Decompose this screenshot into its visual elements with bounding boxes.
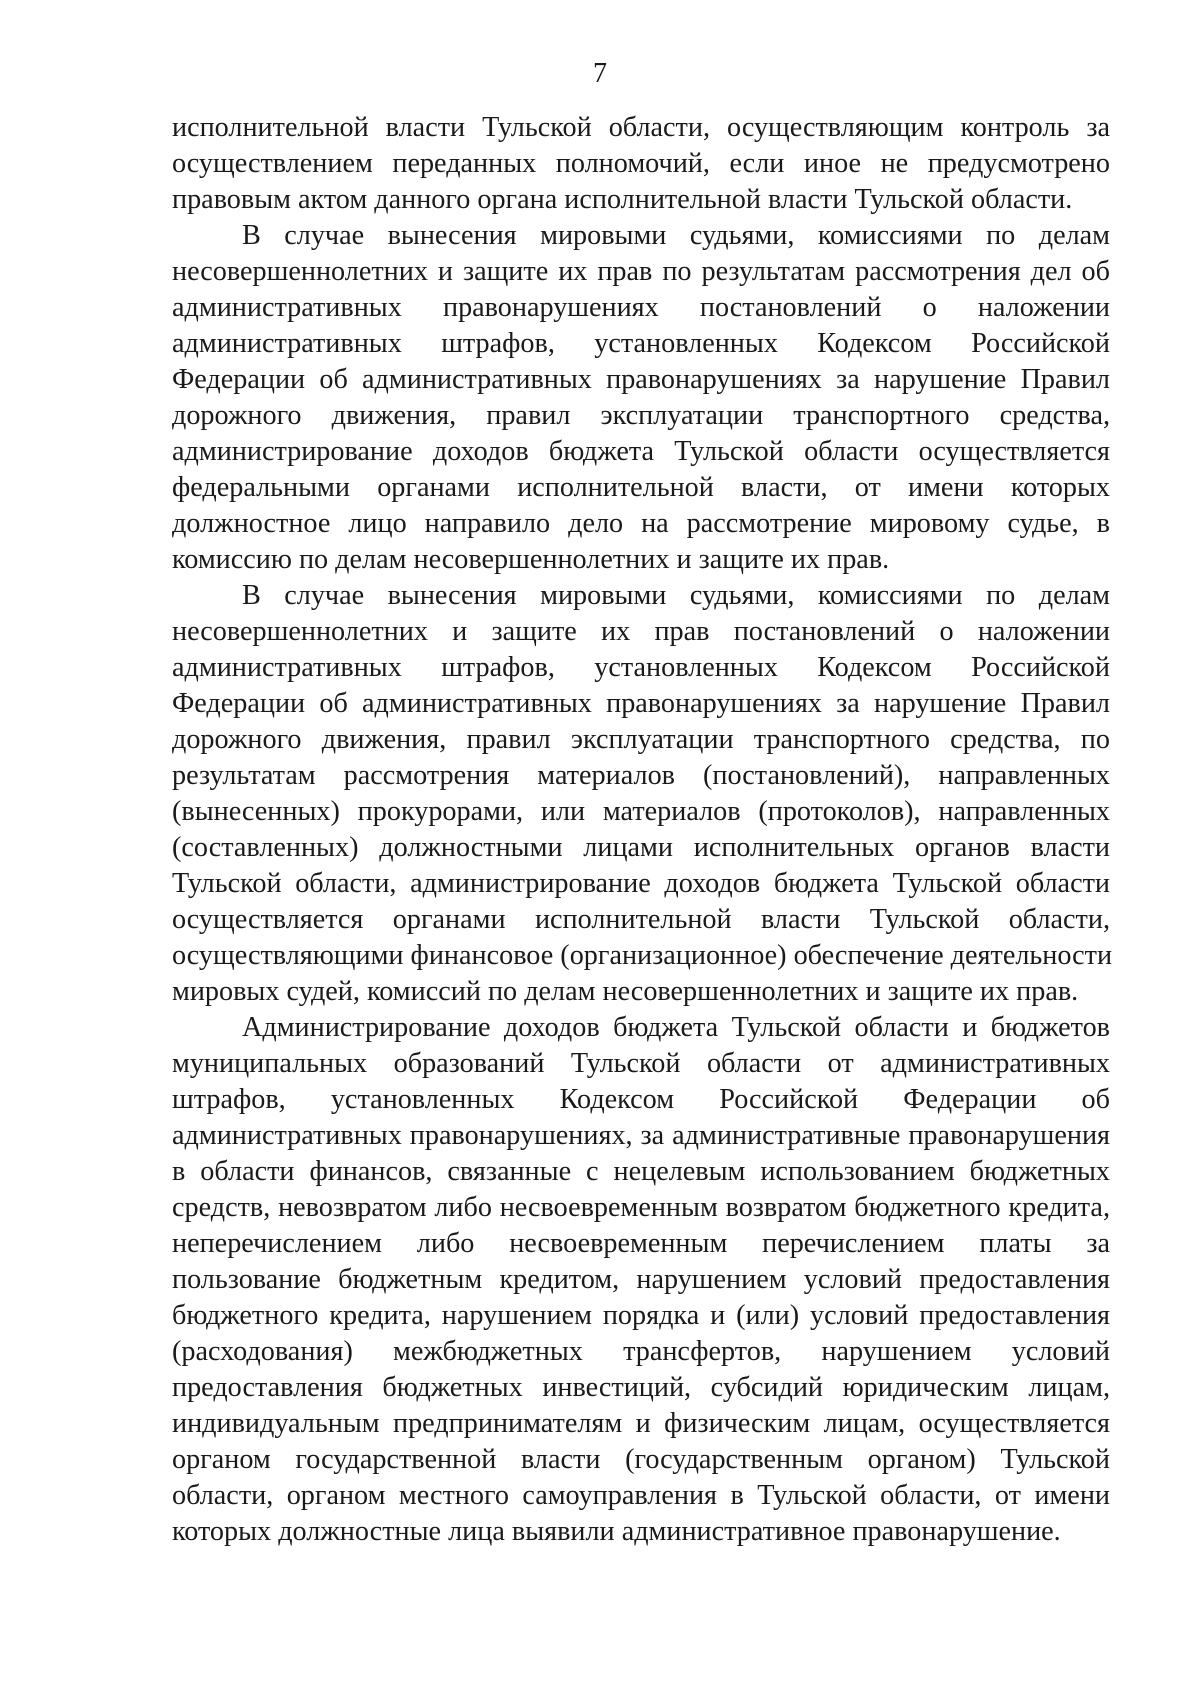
text-line: (составленных) должностными лицами исполнительных органов власти [172, 832, 1110, 863]
text-line: неперечислением либо несвоевременным перечислением платы за [172, 1228, 1110, 1259]
text-line: В случае вынесения мировыми судьями, комиссиями по делам [242, 220, 1110, 251]
paragraph [172, 110, 1110, 218]
text-line: осуществляется органами исполнительной власти Тульской области, [172, 904, 1110, 935]
text-line: административных штрафов, установленных Кодексом Российской [172, 328, 1110, 359]
text-line: (расходования) межбюджетных трансфертов, нарушением условий [172, 1336, 1110, 1367]
document-body [172, 110, 1113, 1550]
text-line: В случае вынесения мировыми судьями, комиссиями по делам [242, 580, 1110, 611]
text-line: Федерации об административных правонарушениях за нарушение Правил [172, 364, 1110, 395]
text-line: предоставления бюджетных инвестиций, субсидий юридическим лицам, [172, 1372, 1110, 1403]
text-line: органом государственной власти (государственным органом) Тульской [172, 1444, 1110, 1475]
text-line: должностное лицо направило дело на рассмотрение мировому судье, в [172, 508, 1110, 539]
page-number: 7 [593, 58, 607, 89]
text-line: средств, невозвратом либо несвоевременным возвратом бюджетного кредита, [172, 1192, 1110, 1223]
text-line: бюджетного кредита, нарушением порядка и (или) условий предоставления [172, 1300, 1110, 1331]
text-line: Федерации об административных правонарушениях за нарушение Правил [172, 688, 1110, 719]
text-line: комиссию по делам несовершеннолетних и защите их прав. [172, 544, 890, 575]
text-line: осуществлением переданных полномочий, если иное не предусмотрено [172, 148, 1110, 179]
text-line: области, органом местного самоуправления в Тульской области, от имени [172, 1480, 1110, 1511]
text-line: Администрирование доходов бюджета Тульской области и бюджетов [242, 1012, 1110, 1043]
text-line: несовершеннолетних и защите их прав постановлений о наложении [172, 616, 1110, 647]
paragraph [172, 218, 1110, 578]
text-line: административных правонарушениях, за административные правонарушения [172, 1120, 1110, 1151]
text-line: индивидуальным предпринимателям и физическим лицам, осуществляется [172, 1408, 1110, 1439]
paragraph [172, 1010, 1110, 1550]
text-line: несовершеннолетних и защите их прав по результатам рассмотрения дел об [172, 256, 1110, 287]
paragraph [172, 578, 1113, 1010]
text-line: штрафов, установленных Кодексом Российской Федерации об [172, 1084, 1110, 1115]
text-line: администрирование доходов бюджета Тульской области осуществляется [172, 436, 1110, 467]
text-line: дорожного движения, правил эксплуатации транспортного средства, [172, 400, 1110, 431]
text-line: осуществляющими финансовое (организационное) обеспечение деятельности [172, 940, 1113, 971]
text-line: дорожного движения, правил эксплуатации транспортного средства, по [172, 724, 1110, 755]
text-line: Тульской области, администрирование доходов бюджета Тульской области [172, 868, 1110, 899]
text-line: пользование бюджетным кредитом, нарушением условий предоставления [172, 1264, 1110, 1295]
text-line: административных штрафов, установленных Кодексом Российской [172, 652, 1110, 683]
text-line: результатам рассмотрения материалов (постановлений), направленных [172, 760, 1110, 791]
text-line: исполнительной власти Тульской области, осуществляющим контроль за [172, 112, 1110, 143]
text-line: (вынесенных) прокурорами, или материалов (протоколов), направленных [172, 796, 1110, 827]
text-line: правовым актом данного органа исполнительной власти Тульской области. [172, 184, 1073, 215]
text-line: которых должностные лица выявили административное правонарушение. [172, 1516, 1061, 1547]
text-line: административных правонарушениях постановлений о наложении [172, 292, 1110, 323]
text-line: в области финансов, связанные с нецелевым использованием бюджетных [172, 1156, 1110, 1187]
text-line: мировых судей, комиссий по делам несовершеннолетних и защите их прав. [172, 976, 1079, 1007]
text-line: муниципальных образований Тульской области от административных [172, 1048, 1110, 1079]
text-line: федеральными органами исполнительной власти, от имени которых [172, 472, 1110, 503]
